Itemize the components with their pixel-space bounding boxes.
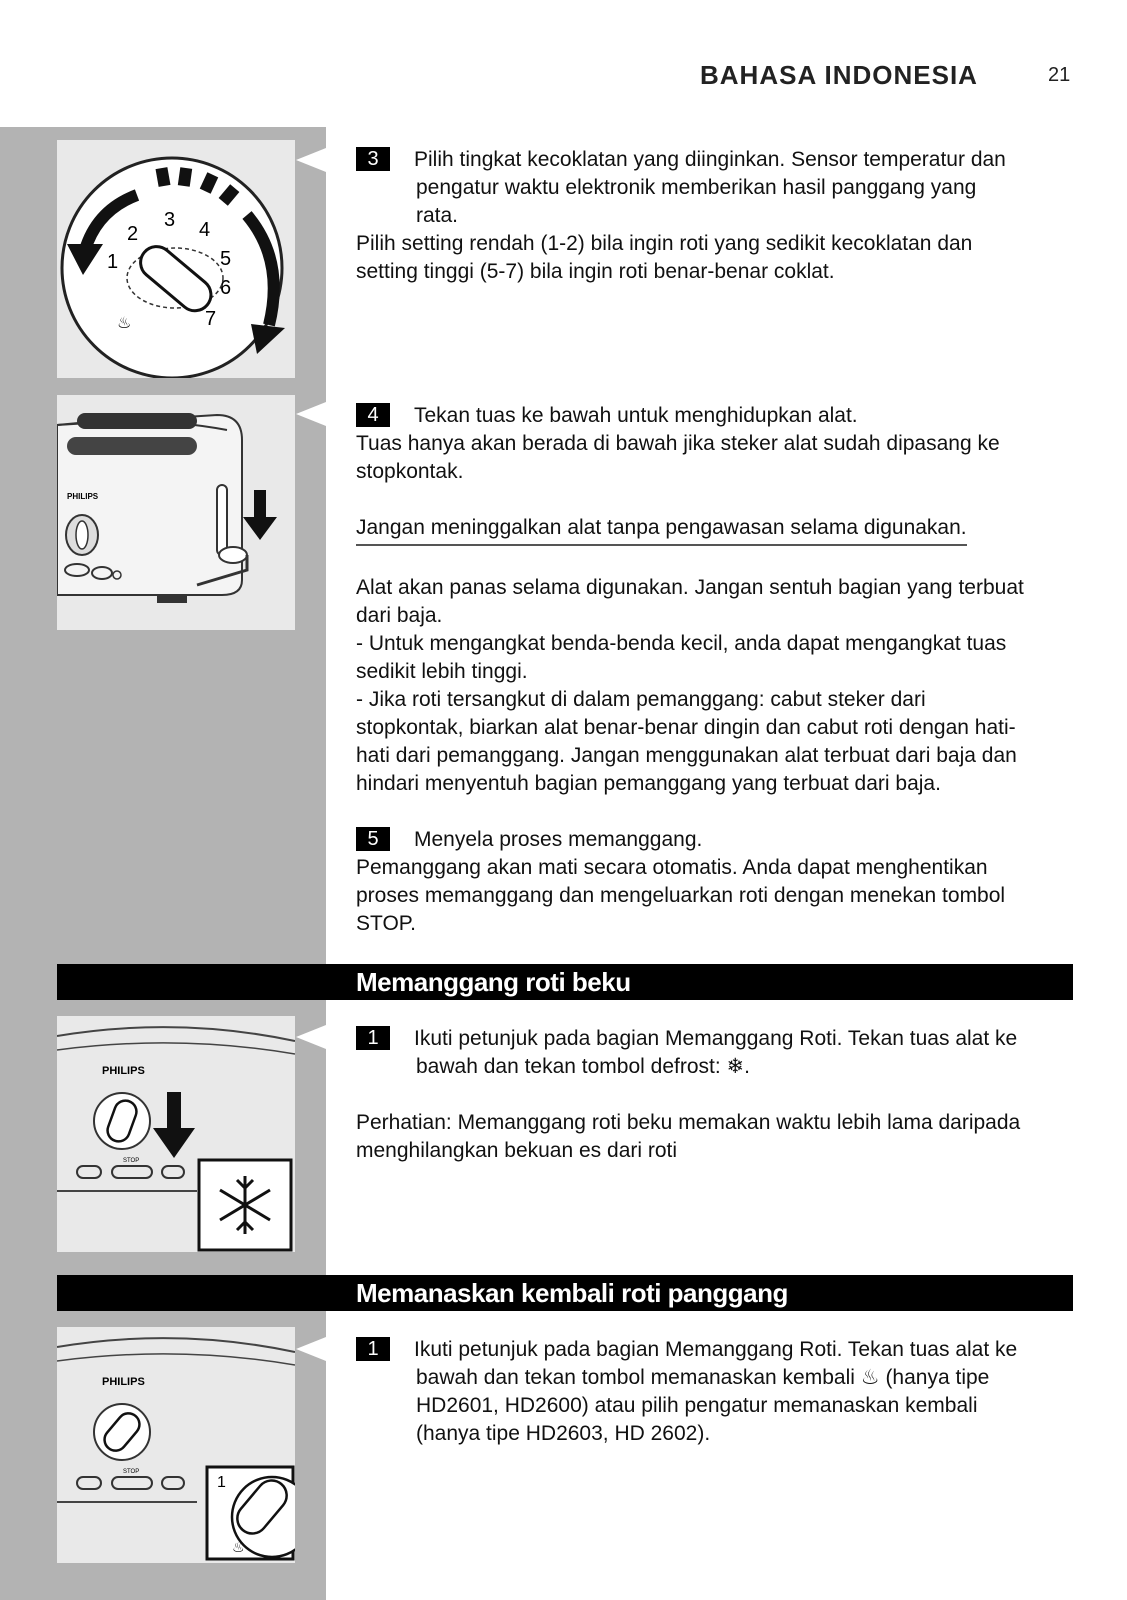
- step-4-text-7: sedikit lebih tinggi.: [356, 660, 528, 683]
- reheat-text-3: HD2601, HD2600) atau pilih pengatur memanaskan kembali: [416, 1394, 978, 1417]
- step-5-text-1: Menyela proses memanggang.: [414, 828, 703, 851]
- step-number-badge: 5: [356, 827, 390, 851]
- step-number-badge: 4: [356, 403, 390, 427]
- toaster-lever-drawing: [57, 395, 295, 630]
- step-4-text-10: hati dari pemanggang. Jangan menggunakan alat terbuat dari baja dan: [356, 744, 1017, 767]
- dial-number-5: 5: [220, 248, 232, 270]
- step-4-text-11: hindari menyentuh bagian pemanggang yang terbuat dari baja.: [356, 772, 941, 795]
- step-3-text-3: rata.: [416, 204, 459, 227]
- brand-label: PHILIPS: [102, 1376, 145, 1388]
- stop-label: STOP: [123, 1469, 140, 1475]
- step-4-text-3: stopkontak.: [356, 460, 464, 483]
- reheat-text-4: (hanya tipe HD2603, HD 2602).: [416, 1422, 711, 1445]
- browning-dial-drawing: [57, 140, 295, 378]
- step-3-text-5: setting tinggi (5-7) bila ingin roti benar-benar coklat.: [356, 260, 835, 283]
- reheat-text-2-end: (hanya tipe: [885, 1366, 990, 1389]
- step-number-badge: 1: [356, 1026, 390, 1050]
- section-title-frozen: Memanggang roti beku: [356, 967, 631, 997]
- pointer-arrow: [296, 1025, 326, 1049]
- down-arrow-icon: [153, 1092, 195, 1158]
- illustration-reheat: [57, 1327, 295, 1563]
- page-number: 21: [1048, 64, 1071, 86]
- step-3-line: [356, 146, 1076, 174]
- step-number-badge: 3: [356, 147, 390, 171]
- illustration-browning-dial: [57, 140, 295, 378]
- step-3-text-4: Pilih setting rendah (1-2) bila ingin roti yang sedikit kecoklatan dan: [356, 232, 973, 255]
- down-arrow-icon: [243, 490, 277, 540]
- warning-text: Jangan meninggalkan alat tanpa pengawasan selama digunakan.: [356, 514, 967, 546]
- reheat-step-block: [356, 1336, 1076, 1448]
- step-5-text-3: proses memanggang dan mengeluarkan roti dengan menekan tombol: [356, 884, 1006, 907]
- section-title-reheat: Memanaskan kembali roti panggang: [356, 1278, 788, 1308]
- dial-number-1: 1: [107, 251, 119, 273]
- reheat-icon: ♨: [860, 1366, 880, 1389]
- brand-label: PHILIPS: [67, 492, 99, 501]
- reheat-inset-number: 1: [217, 1474, 226, 1491]
- reheat-text-2: bawah dan tekan tombol memanaskan kembali: [416, 1366, 855, 1389]
- step-number-badge: 1: [356, 1337, 390, 1361]
- step-4-text-4: Alat akan panas selama digunakan. Jangan sentuh bagian yang terbuat: [356, 576, 1024, 599]
- step-5-text-4: STOP.: [356, 912, 416, 935]
- defrost-icon: ❄: [726, 1055, 745, 1078]
- pointer-arrow: [296, 402, 326, 426]
- frozen-note-1: Perhatian: Memanggang roti beku memakan waktu lebih lama daripada: [356, 1111, 1021, 1134]
- step-3-text-2: pengatur waktu elektronik memberikan hasil panggang yang: [416, 176, 977, 199]
- step-3-block: [356, 146, 1076, 286]
- brand-label: PHILIPS: [102, 1065, 145, 1077]
- step-4-block: [356, 402, 1076, 938]
- section-language-title: BAHASA INDONESIA: [700, 60, 978, 90]
- step-4-text-6: - Untuk mengangkat benda-benda kecil, anda dapat mengangkat tuas: [356, 632, 1007, 655]
- dial-number-6: 6: [220, 277, 232, 299]
- pointer-arrow: [296, 148, 326, 172]
- dial-number-3: 3: [164, 209, 176, 231]
- frozen-text-1: Ikuti petunjuk pada bagian Memanggang Roti. Tekan tuas alat ke: [414, 1027, 1018, 1050]
- illustration-toaster-lever: [57, 395, 295, 630]
- reheat-text-1: Ikuti petunjuk pada bagian Memanggang Roti. Tekan tuas alat ke: [414, 1338, 1018, 1361]
- step-4-text-2: Tuas hanya akan berada di bawah jika steker alat sudah dipasang ke: [356, 432, 1000, 455]
- frozen-step-block: [356, 1025, 1076, 1165]
- frozen-text-2: bawah dan tekan tombol defrost:: [416, 1055, 721, 1078]
- step-5-text-2: Pemanggang akan mati secara otomatis. Anda dapat menghentikan: [356, 856, 988, 879]
- step-4-text-9: stopkontak, biarkan alat benar-benar dingin dan cabut roti dengan hati-: [356, 716, 1016, 739]
- frozen-text-2-end: .: [744, 1055, 750, 1078]
- reheat-drawing: [57, 1327, 295, 1563]
- dial-number-2: 2: [127, 223, 139, 245]
- illustration-defrost: [57, 1016, 295, 1252]
- step-3-text-1: Pilih tingkat kecoklatan yang diinginkan. Sensor temperatur dan: [414, 148, 1006, 171]
- dial-number-4: 4: [199, 219, 211, 241]
- reheat-symbol-icon: ♨: [232, 1539, 245, 1555]
- defrost-drawing: [57, 1016, 295, 1252]
- frozen-note-2: menghilangkan bekuan es dari roti: [356, 1139, 678, 1162]
- pointer-arrow: [296, 1337, 326, 1361]
- dial-number-7: 7: [205, 308, 217, 330]
- step-4-text-5: dari baja.: [356, 604, 443, 627]
- step-4-text-8: - Jika roti tersangkut di dalam pemanggang: cabut steker dari: [356, 688, 926, 711]
- step-4-text-1: Tekan tuas ke bawah untuk menghidupkan alat.: [414, 404, 858, 427]
- stop-label: STOP: [123, 1158, 140, 1164]
- reheat-symbol-icon: ♨: [117, 315, 132, 332]
